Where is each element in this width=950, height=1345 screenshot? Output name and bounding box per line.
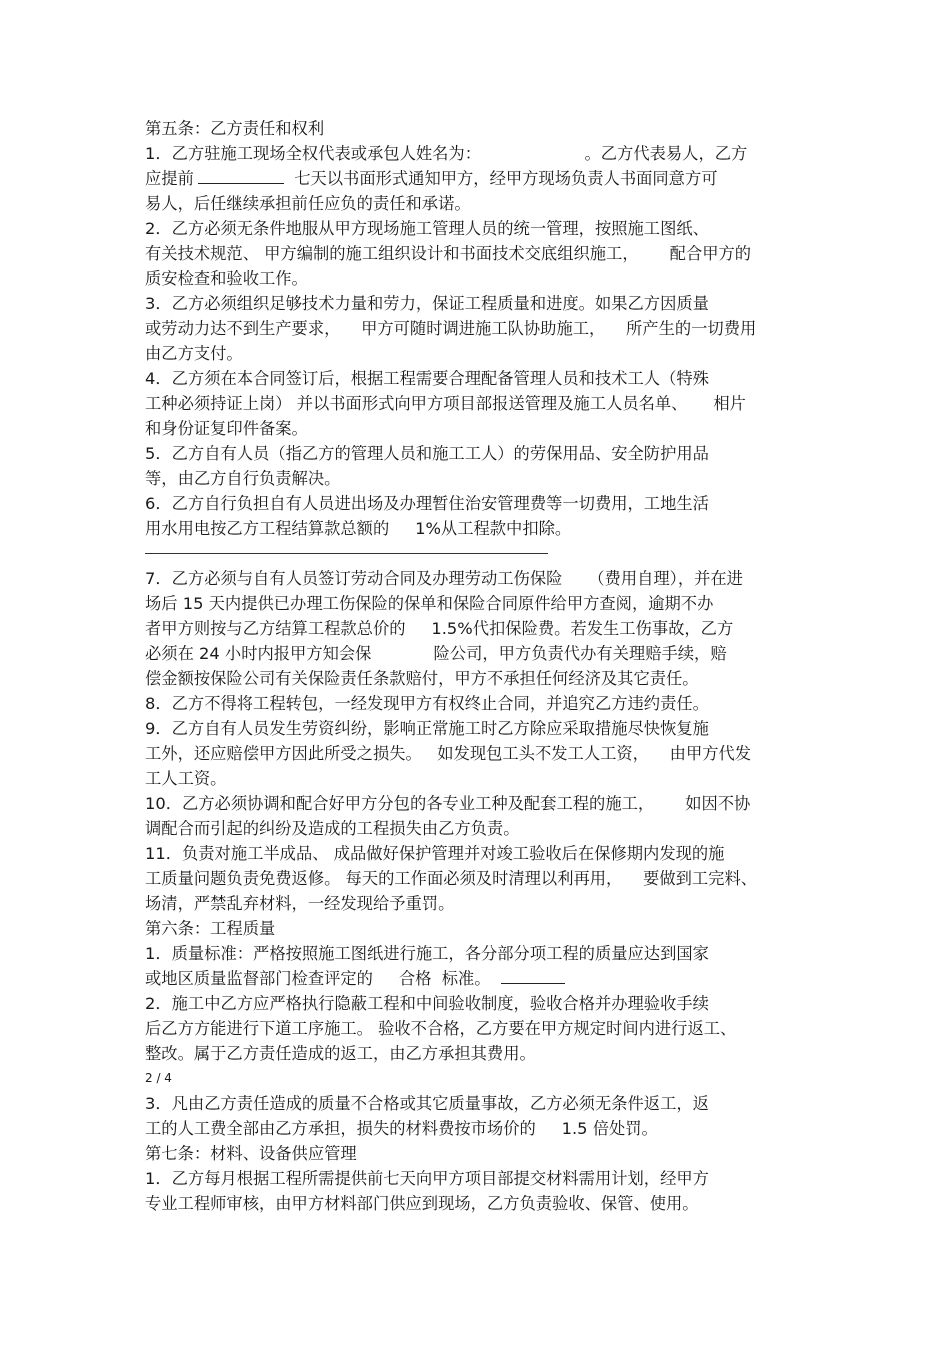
text-segment: 七天以书面形式通知甲方，经甲方现场负责人书面同意方可	[283, 169, 718, 188]
text-line: 或劳动力达不到生产要求， 甲方可随时调进施工队协助施工， 所产生的一切费用	[145, 319, 757, 338]
text-line-with-blank	[145, 966, 810, 991]
text-line: 场清，严禁乱弃材料，一经发现给予重罚。	[145, 894, 455, 913]
text-line: 专业工程师审核，由甲方材料部门供应到现场，乙方负责验收、保管、使用。	[145, 1194, 699, 1213]
text-line: 偿金额按保险公司有关保险责任条款赔付，甲方不承担任何经济及其它责任。	[145, 669, 699, 688]
text-line: 易人，后任继续承担前任应负的责任和承诺。	[145, 194, 471, 213]
text-segment: 或地区质量监督部门检查评定的 合格 标准。	[145, 969, 491, 988]
text-line: 质安检查和验收工作。	[145, 269, 308, 288]
text-line: 工质量问题负责免费返修。 每天的工作面必须及时清理以利再用， 要做到工完料、	[145, 869, 758, 888]
text-line: 3．乙方必须组织足够技术力量和劳力，保证工程质量和进度。如果乙方因质量	[145, 294, 709, 313]
text-line: 工人工资。	[145, 769, 227, 788]
text-line: 11．负责对施工半成品、 成品做好保护管理并对竣工验收后在保修期内发现的施	[145, 844, 725, 863]
text-line: 4．乙方须在本合同签订后，根据工程需要合理配备管理人员和技术工人（特殊	[145, 369, 709, 388]
text-line: 6．乙方自行负担自有人员进出场及办理暂住治安管理费等一切费用，工地生活	[145, 494, 709, 513]
text-line: 工种必须持证上岗） 并以书面形式向甲方项目部报送管理及施工人员名单、 相片	[145, 394, 746, 413]
text-line: 1．乙方每月根据工程所需提供前七天向甲方项目部提交材料需用计划，经甲方	[145, 1169, 709, 1188]
text-line: 8．乙方不得将工程转包，一经发现甲方有权终止合同，并追究乙方违约责任。	[145, 694, 709, 713]
clause-six-title: 第六条：工程质量	[145, 919, 276, 938]
text-line: 调配合而引起的纠纷及造成的工程损失由乙方负责。	[145, 819, 520, 838]
text-line: 有关技术规范、 甲方编制的施工组织设计和书面技术交底组织施工， 配合甲方的	[145, 244, 752, 263]
clause-seven-title: 第七条：材料、设备供应管理	[145, 1144, 357, 1163]
section-divider	[145, 553, 548, 554]
text-line: 者甲方则按与乙方结算工程款总价的 1.5%代扣保险费。若发生工伤事故，乙方	[145, 619, 734, 638]
text-line: 整改。属于乙方责任造成的返工，由乙方承担其费用。	[145, 1044, 536, 1063]
text-line: 7．乙方必须与自有人员签订劳动合同及办理劳动工伤保险 （费用自理），并在进	[145, 569, 743, 588]
text-line: 5．乙方自有人员（指乙方的管理人员和施工工人）的劳保用品、安全防护用品	[145, 444, 709, 463]
text-segment: 应提前	[145, 169, 194, 188]
page-number: 2 / 4	[145, 1071, 172, 1085]
text-line: 用水用电按乙方工程结算款总额的 1%从工程款中扣除。	[145, 519, 572, 538]
text-line: 10．乙方必须协调和配合好甲方分包的各专业工种及配套工程的施工， 如因不协	[145, 794, 751, 813]
clause-five-section	[145, 116, 810, 541]
text-line: 场后 15 天内提供已办理工伤保险的保单和保险合同原件给甲方查阅，逾期不办	[145, 594, 714, 613]
text-line: 必须在 24 小时内报甲方知会保 险公司，甲方负责代办有关理赔手续，赔	[145, 644, 727, 663]
text-line: 2．乙方必须无条件地服从甲方现场施工管理人员的统一管理，按照施工图纸、	[145, 219, 709, 238]
text-line: 工外，还应赔偿甲方因此所受之损失。 如发现包工头不发工人工资， 由甲方代发	[145, 744, 752, 763]
text-line: 9．乙方自有人员发生劳资纠纷，影响正常施工时乙方除应采取措施尽快恢复施	[145, 719, 709, 738]
clause-five-title: 第五条：乙方责任和权利	[145, 119, 325, 138]
text-line: 由乙方支付。	[145, 344, 243, 363]
text-line: 3．凡由乙方责任造成的质量不合格或其它质量事故，乙方必须无条件返工，返	[145, 1094, 709, 1113]
text-line: 和身份证复印件备案。	[145, 419, 308, 438]
clause-five-continued-section	[145, 566, 810, 1066]
text-line: 工的人工费全部由乙方承担，损失的材料费按市场价的 1.5 倍处罚。	[145, 1119, 658, 1138]
blank-underline	[501, 971, 565, 984]
text-line: 等，由乙方自行负责解决。	[145, 469, 341, 488]
clause-seven-section	[145, 1091, 810, 1216]
text-line: 后乙方方能进行下道工序施工。 验收不合格，乙方要在甲方规定时间内进行返工、	[145, 1019, 737, 1038]
text-line: 2．施工中乙方应严格执行隐蔽工程和中间验收制度，验收合格并办理验收手续	[145, 994, 709, 1013]
text-line: 1．乙方驻施工现场全权代表或承包人姓名为： 。乙方代表易人，乙方	[145, 144, 748, 163]
blank-underline	[198, 171, 284, 184]
text-line-with-blank	[145, 166, 810, 191]
text-line: 1．质量标准：严格按照施工图纸进行施工，各分部分项工程的质量应达到国家	[145, 944, 709, 963]
contract-page	[145, 116, 810, 1216]
